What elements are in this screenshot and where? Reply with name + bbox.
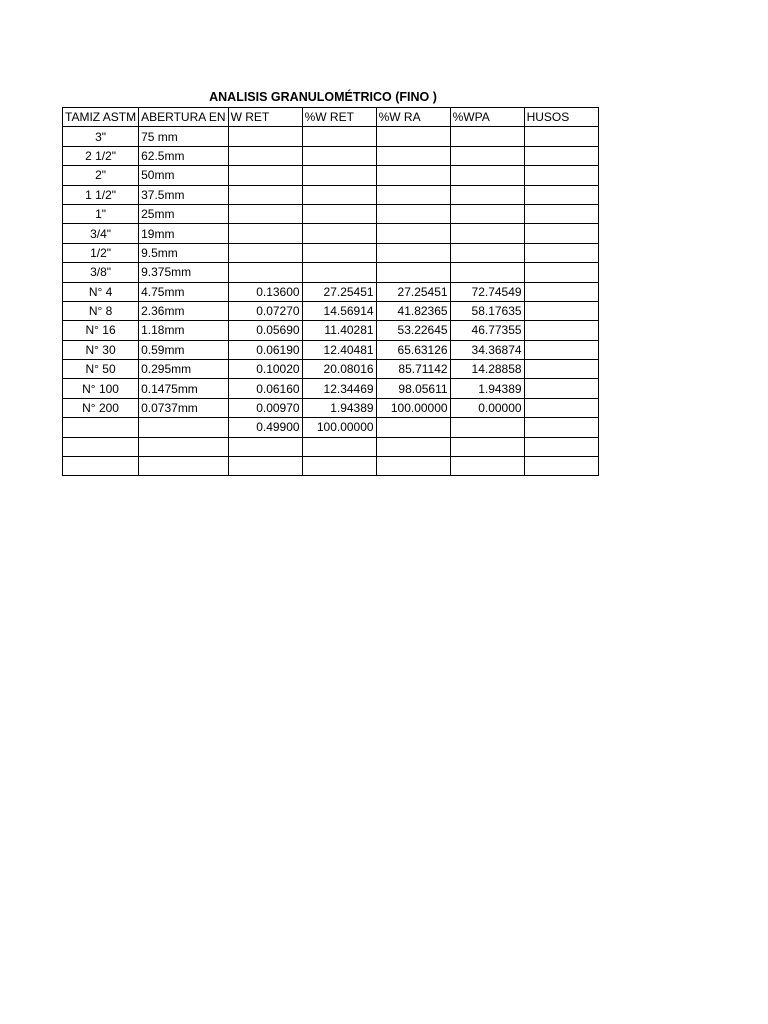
header-w-ret: W RET [228, 108, 302, 127]
cell-husos [524, 224, 598, 243]
cell-abertura: 25mm [139, 204, 228, 223]
cell-pct-wpa [450, 457, 524, 476]
header-pct-w-ra: %W RA [376, 108, 450, 127]
table-row [63, 204, 599, 223]
cell-pct-wpa [450, 224, 524, 243]
cell-abertura [139, 457, 228, 476]
cell-husos [524, 457, 598, 476]
cell-pct-w-ret [302, 437, 376, 456]
cell-w-ret [228, 127, 302, 146]
cell-tamiz: 3/8" [63, 263, 139, 282]
cell-tamiz [63, 437, 139, 456]
cell-abertura: 0.0737mm [139, 398, 228, 417]
cell-pct-w-ra [376, 418, 450, 437]
cell-pct-wpa [450, 146, 524, 165]
cell-w-ret: 0.05690 [228, 321, 302, 340]
cell-abertura: 62.5mm [139, 146, 228, 165]
cell-husos [524, 243, 598, 262]
cell-tamiz [63, 418, 139, 437]
cell-abertura: 0.59mm [139, 340, 228, 359]
cell-pct-w-ret: 27.25451 [302, 282, 376, 301]
cell-pct-wpa: 1.94389 [450, 379, 524, 398]
cell-abertura: 9.375mm [139, 263, 228, 282]
cell-pct-wpa [450, 437, 524, 456]
cell-w-ret: 0.07270 [228, 301, 302, 320]
cell-pct-w-ra [376, 185, 450, 204]
cell-w-ret [228, 243, 302, 262]
cell-abertura: 0.1475mm [139, 379, 228, 398]
cell-pct-wpa: 0.00000 [450, 398, 524, 417]
cell-w-ret [228, 437, 302, 456]
table-row [63, 301, 599, 320]
cell-abertura: 50mm [139, 166, 228, 185]
document-title: ANALISIS GRANULOMÉTRICO (FINO ) [209, 90, 437, 104]
cell-abertura: 1.18mm [139, 321, 228, 340]
cell-pct-w-ra: 27.25451 [376, 282, 450, 301]
cell-tamiz: 2 1/2" [63, 146, 139, 165]
table-row [63, 185, 599, 204]
cell-pct-w-ret [302, 243, 376, 262]
table-row [63, 398, 599, 417]
cell-abertura: 19mm [139, 224, 228, 243]
cell-husos [524, 204, 598, 223]
cell-abertura: 9.5mm [139, 243, 228, 262]
cell-husos [524, 301, 598, 320]
table-row [63, 360, 599, 379]
cell-w-ret [228, 263, 302, 282]
cell-pct-w-ret [302, 263, 376, 282]
cell-husos [524, 166, 598, 185]
cell-pct-w-ra [376, 224, 450, 243]
cell-pct-wpa: 72.74549 [450, 282, 524, 301]
header-pct-wpa: %WPA [450, 108, 524, 127]
table-row [63, 127, 599, 146]
cell-tamiz: N° 100 [63, 379, 139, 398]
cell-pct-w-ret: 14.56914 [302, 301, 376, 320]
cell-husos [524, 398, 598, 417]
cell-pct-w-ra [376, 204, 450, 223]
cell-pct-wpa [450, 166, 524, 185]
cell-w-ret: 0.13600 [228, 282, 302, 301]
header-pct-w-ret: %W RET [302, 108, 376, 127]
cell-pct-w-ra [376, 263, 450, 282]
cell-pct-wpa [450, 418, 524, 437]
cell-pct-wpa [450, 127, 524, 146]
cell-pct-w-ret [302, 224, 376, 243]
table-row [63, 418, 599, 437]
cell-husos [524, 379, 598, 398]
cell-pct-w-ra: 53.22645 [376, 321, 450, 340]
cell-husos [524, 185, 598, 204]
cell-abertura: 37.5mm [139, 185, 228, 204]
cell-abertura: 4.75mm [139, 282, 228, 301]
cell-tamiz [63, 457, 139, 476]
cell-pct-wpa: 34.36874 [450, 340, 524, 359]
table-row [63, 146, 599, 165]
cell-pct-w-ra [376, 166, 450, 185]
cell-w-ret [228, 457, 302, 476]
cell-w-ret: 0.00970 [228, 398, 302, 417]
cell-w-ret: 0.49900 [228, 418, 302, 437]
cell-abertura: 75 mm [139, 127, 228, 146]
cell-pct-w-ra [376, 127, 450, 146]
cell-pct-w-ret: 20.08016 [302, 360, 376, 379]
cell-tamiz: N° 30 [63, 340, 139, 359]
table-row [63, 243, 599, 262]
cell-pct-wpa [450, 185, 524, 204]
cell-tamiz: 3/4" [63, 224, 139, 243]
cell-husos [524, 437, 598, 456]
cell-pct-w-ret [302, 204, 376, 223]
cell-w-ret [228, 204, 302, 223]
cell-pct-w-ret: 12.40481 [302, 340, 376, 359]
table-row [63, 379, 599, 398]
table-header-row [63, 108, 599, 127]
cell-pct-w-ret: 1.94389 [302, 398, 376, 417]
cell-husos [524, 263, 598, 282]
cell-husos [524, 340, 598, 359]
cell-pct-w-ret: 11.40281 [302, 321, 376, 340]
cell-pct-w-ra [376, 243, 450, 262]
table-row [63, 224, 599, 243]
table-row [63, 321, 599, 340]
cell-abertura: 2.36mm [139, 301, 228, 320]
cell-pct-wpa: 46.77355 [450, 321, 524, 340]
cell-pct-w-ret: 12.34469 [302, 379, 376, 398]
cell-pct-w-ra: 85.71142 [376, 360, 450, 379]
cell-w-ret [228, 224, 302, 243]
cell-husos [524, 321, 598, 340]
cell-w-ret: 0.06190 [228, 340, 302, 359]
cell-husos [524, 282, 598, 301]
cell-pct-w-ra: 41.82365 [376, 301, 450, 320]
cell-pct-w-ret [302, 127, 376, 146]
granulometry-table [62, 107, 599, 476]
cell-pct-wpa [450, 243, 524, 262]
header-abertura: ABERTURA EN [139, 108, 228, 127]
cell-pct-w-ret [302, 166, 376, 185]
table-row [63, 263, 599, 282]
cell-husos [524, 360, 598, 379]
cell-tamiz: N° 50 [63, 360, 139, 379]
cell-pct-w-ra: 65.63126 [376, 340, 450, 359]
cell-pct-w-ret: 100.00000 [302, 418, 376, 437]
cell-tamiz: N° 16 [63, 321, 139, 340]
table-row [63, 457, 599, 476]
cell-w-ret [228, 185, 302, 204]
cell-pct-wpa: 58.17635 [450, 301, 524, 320]
header-tamiz: TAMIZ ASTM [63, 108, 139, 127]
cell-tamiz: 1 1/2" [63, 185, 139, 204]
cell-abertura [139, 418, 228, 437]
cell-husos [524, 127, 598, 146]
cell-abertura [139, 437, 228, 456]
cell-pct-w-ra [376, 457, 450, 476]
table-row [63, 282, 599, 301]
cell-tamiz: N° 4 [63, 282, 139, 301]
header-husos: HUSOS [524, 108, 598, 127]
cell-tamiz: N° 8 [63, 301, 139, 320]
table-row [63, 437, 599, 456]
cell-w-ret: 0.06160 [228, 379, 302, 398]
cell-tamiz: N° 200 [63, 398, 139, 417]
cell-husos [524, 418, 598, 437]
cell-pct-wpa: 14.28858 [450, 360, 524, 379]
cell-pct-wpa [450, 263, 524, 282]
cell-tamiz: 3" [63, 127, 139, 146]
cell-pct-w-ra [376, 146, 450, 165]
cell-pct-w-ra: 100.00000 [376, 398, 450, 417]
cell-husos [524, 146, 598, 165]
cell-w-ret [228, 146, 302, 165]
cell-pct-w-ra [376, 437, 450, 456]
cell-tamiz: 1/2" [63, 243, 139, 262]
cell-tamiz: 2" [63, 166, 139, 185]
table-row [63, 340, 599, 359]
cell-pct-w-ret [302, 185, 376, 204]
cell-pct-w-ret [302, 457, 376, 476]
cell-pct-w-ret [302, 146, 376, 165]
cell-pct-w-ra: 98.05611 [376, 379, 450, 398]
cell-w-ret: 0.10020 [228, 360, 302, 379]
table-row [63, 166, 599, 185]
cell-abertura: 0.295mm [139, 360, 228, 379]
cell-w-ret [228, 166, 302, 185]
cell-pct-wpa [450, 204, 524, 223]
cell-tamiz: 1" [63, 204, 139, 223]
